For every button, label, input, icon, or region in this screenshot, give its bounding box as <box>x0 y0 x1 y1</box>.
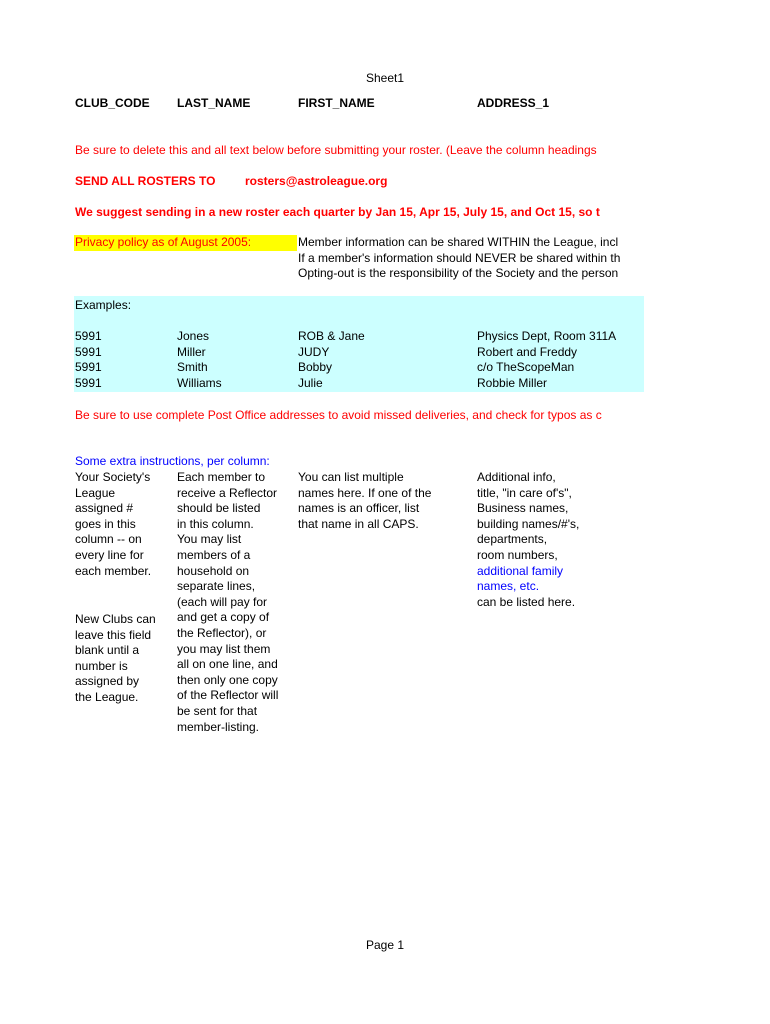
header-last-name: LAST_NAME <box>177 96 251 110</box>
header-address-1: ADDRESS_1 <box>477 96 550 110</box>
instruction-line: You may list <box>177 532 242 547</box>
club-code-instructions <box>75 470 151 579</box>
send-label: SEND ALL ROSTERS TO <box>75 174 216 188</box>
post-office-notice: Be sure to use complete Post Office addresses to avoid missed deliveries, and check for typos as c <box>75 408 602 422</box>
example-club: 5991 <box>75 360 102 375</box>
example-first: Bobby <box>298 360 333 375</box>
example-row <box>74 376 644 392</box>
new-clubs-instructions <box>75 612 156 706</box>
privacy-label: Privacy policy as of August 2005: <box>74 235 297 251</box>
instruction-line: then only one copy <box>177 672 278 687</box>
header-club-code: CLUB_CODE <box>75 96 150 110</box>
instruction-line: Each member to <box>177 470 266 484</box>
instruction-line: the Reflector), or <box>177 625 267 640</box>
instruction-line: receive a Reflector <box>177 485 278 500</box>
instruction-line: blank until a <box>75 643 140 658</box>
instruction-line: be sent for that <box>177 703 258 718</box>
instruction-line-highlight: additional family <box>477 563 564 578</box>
example-club: 5991 <box>75 375 102 390</box>
instruction-line: Business names, <box>477 501 569 516</box>
examples-title: Examples: <box>75 298 132 312</box>
address-instructions <box>477 470 579 610</box>
instruction-line: and get a copy of <box>177 610 270 625</box>
instruction-line: number is <box>75 658 128 673</box>
instruction-line: you may list them <box>177 641 271 656</box>
instruction-line: title, "in care of's", <box>477 485 572 500</box>
instruction-line: can be listed here. <box>477 594 576 609</box>
header-first-name: FIRST_NAME <box>298 96 375 110</box>
privacy-text <box>298 235 644 282</box>
instruction-line: assigned # <box>75 501 134 516</box>
example-first: ROB & Jane <box>298 329 365 343</box>
instruction-line: (each will pay for <box>177 594 268 609</box>
instruction-line: Additional info, <box>477 470 556 484</box>
example-club: 5991 <box>75 329 102 343</box>
instruction-line: members of a <box>177 547 251 562</box>
example-row <box>74 345 644 361</box>
instruction-line: building names/#'s, <box>477 516 580 531</box>
privacy-line: Member information can be shared WITHIN the League, incl <box>298 235 619 249</box>
instruction-line: member-listing. <box>177 719 260 734</box>
instruction-line: every line for <box>75 547 144 562</box>
example-address: Robert and Freddy <box>477 344 578 359</box>
sheet-title: Sheet1 <box>365 71 405 85</box>
example-last: Williams <box>177 375 222 390</box>
instruction-line: each member. <box>75 563 152 578</box>
instruction-line: household on <box>177 563 250 578</box>
quarterly-suggestion: We suggest sending in a new roster each quarter by Jan 15, Apr 15, July 15, and Oct 15, so t <box>75 205 600 219</box>
instruction-line: should be listed <box>177 501 261 516</box>
instruction-line: that name in all CAPS. <box>298 516 419 531</box>
last-name-instructions <box>177 470 278 735</box>
instruction-line: leave this field <box>75 627 152 642</box>
first-name-instructions <box>298 470 431 532</box>
privacy-line: Opting-out is the responsibility of the Society and the person <box>298 266 619 281</box>
instruction-line: all on one line, and <box>177 657 278 672</box>
instruction-line: column -- on <box>75 532 142 547</box>
instruction-line: departments, <box>477 532 548 547</box>
instruction-line-highlight: names, etc. <box>477 579 540 594</box>
instruction-line: separate lines, <box>177 579 256 594</box>
example-last: Smith <box>177 360 208 375</box>
example-row <box>74 360 644 376</box>
instruction-line: New Clubs can <box>75 612 156 626</box>
instruction-line: in this column. <box>177 516 254 531</box>
example-first: Julie <box>298 375 323 390</box>
example-last: Jones <box>177 329 210 343</box>
example-last: Miller <box>177 344 206 359</box>
instruction-line: the League. <box>75 689 139 704</box>
examples-block <box>74 296 644 392</box>
instruction-line: names is an officer, list <box>298 501 420 516</box>
instruction-line: goes in this <box>75 516 136 531</box>
example-row <box>74 329 644 345</box>
example-address: Physics Dept, Room 311A <box>477 329 617 343</box>
delete-notice: Be sure to delete this and all text below before submitting your roster. (Leave the column headings <box>75 143 597 157</box>
instruction-line: room numbers, <box>477 547 558 562</box>
instruction-line: You can list multiple <box>298 470 404 484</box>
example-club: 5991 <box>75 344 102 359</box>
privacy-line: If a member's information should NEVER be shared within th <box>298 250 621 265</box>
instructions-title: Some extra instructions, per column: <box>75 454 270 468</box>
instruction-line: Your Society's <box>75 470 151 484</box>
instruction-line: of the Reflector will <box>177 688 279 703</box>
instruction-line: names here. If one of the <box>298 485 432 500</box>
example-address: Robbie Miller <box>477 375 548 390</box>
instruction-line: League <box>75 485 116 500</box>
example-first: JUDY <box>298 344 330 359</box>
page-footer: Page 1 <box>365 938 405 952</box>
instruction-line: assigned by <box>75 674 140 689</box>
example-address: c/o TheScopeMan <box>477 360 575 375</box>
send-email: rosters@astroleague.org <box>245 174 388 188</box>
